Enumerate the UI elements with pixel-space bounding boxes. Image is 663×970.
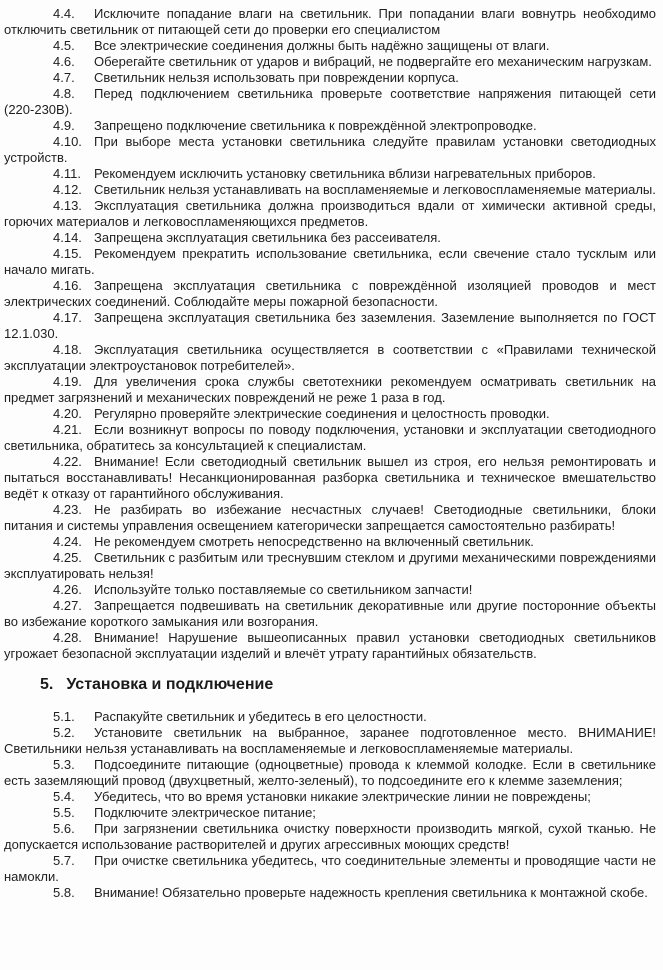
item-number: 4.20. bbox=[53, 406, 82, 421]
item-text: Не разбирать во избежание несчастных случаев! Светодиодные светильники, блоки питания и системы управления освещением категорически запрещается самостоятельно разбирать! bbox=[4, 502, 656, 533]
item-number: 4.5. bbox=[53, 38, 75, 53]
item-text: При выборе места установки светильника следуйте правилам установки светодиодных устройств. bbox=[4, 134, 656, 165]
item-number: 4.19. bbox=[53, 374, 82, 389]
item-4-23 bbox=[4, 502, 656, 534]
item-4-24 bbox=[4, 534, 656, 550]
section-5-installation bbox=[4, 709, 656, 901]
item-number: 4.25. bbox=[53, 550, 82, 565]
item-text: Перед подключением светильника проверьте соответствие напряжения питающей сети (220-230В). bbox=[4, 86, 656, 117]
item-text: Подключите электрическое питание; bbox=[94, 805, 316, 820]
item-number: 4.8. bbox=[53, 86, 75, 101]
item-text: Оберегайте светильник от ударов и вибраций, не подвергайте его механическим нагрузкам. bbox=[94, 54, 652, 69]
item-4-12 bbox=[4, 182, 656, 198]
item-5-8 bbox=[4, 885, 656, 901]
item-text: Подсоедините питающие (одноцветные) провода к клеммой колодке. Если в светильнике есть заземляющий провод (двухцветный, желто-зеленый), то подсоедините его к клемме заземления; bbox=[4, 757, 656, 788]
item-text: Рекомендуем прекратить использование светильника, если свечение стало тусклым или начало мигать. bbox=[4, 246, 656, 277]
item-number: 4.15. bbox=[53, 246, 82, 261]
item-number: 4.14. bbox=[53, 230, 82, 245]
item-text: Рекомендуем исключить установку светильника вблизи нагревательных приборов. bbox=[94, 166, 596, 181]
item-5-7 bbox=[4, 853, 656, 885]
item-number: 4.21. bbox=[53, 422, 82, 437]
section-5-heading bbox=[4, 675, 656, 694]
item-4-16 bbox=[4, 278, 656, 310]
item-text: Светильник нельзя использовать при повреждении корпуса. bbox=[94, 70, 459, 85]
item-number: 4.4. bbox=[53, 6, 75, 21]
item-text: Запрещается подвешивать на светильник декоративные или другие посторонние объекты во избежание короткого замыкания или возгорания. bbox=[4, 598, 656, 629]
item-4-5 bbox=[4, 38, 656, 54]
item-4-28 bbox=[4, 630, 656, 662]
item-4-6 bbox=[4, 54, 656, 70]
item-number: 5.6. bbox=[53, 821, 75, 836]
item-4-21 bbox=[4, 422, 656, 454]
section-5-number: 5. bbox=[40, 676, 54, 693]
item-number: 4.26. bbox=[53, 582, 82, 597]
item-4-25 bbox=[4, 550, 656, 582]
section-5-title: Установка и подключение bbox=[66, 676, 274, 693]
item-text: Светильник с разбитым или треснувшим стеклом и другими механическими повреждениями эксплуатировать нельзя! bbox=[4, 550, 656, 581]
item-text: Запрещена эксплуатация светильника без заземления. Заземление выполняется по ГОСТ 12.1.030. bbox=[4, 310, 656, 341]
item-number: 4.7. bbox=[53, 70, 75, 85]
item-number: 4.18. bbox=[53, 342, 82, 357]
item-4-22 bbox=[4, 454, 656, 502]
item-number: 4.9. bbox=[53, 118, 75, 133]
item-4-7 bbox=[4, 70, 656, 86]
item-4-4 bbox=[4, 6, 656, 38]
item-5-1 bbox=[4, 709, 656, 725]
item-text: Не рекомендуем смотреть непосредственно на включенный светильник. bbox=[94, 534, 534, 549]
item-text: При загрязнении светильника очистку поверхности производить мягкой, сухой тканью. Не допускается использование растворителей и других агрессивных моющих средств! bbox=[4, 821, 656, 852]
item-number: 5.3. bbox=[53, 757, 75, 772]
item-4-11 bbox=[4, 166, 656, 182]
item-number: 4.27. bbox=[53, 598, 82, 613]
item-text: Внимание! Если светодиодный светильник вышел из строя, его нельзя ремонтировать и пытаться восстанавливать! Несанкционированная разборка светильника и техническое вмешательство ведёт к отказу от гарантийного обслуживания. bbox=[4, 454, 656, 501]
item-4-10 bbox=[4, 134, 656, 166]
item-5-3 bbox=[4, 757, 656, 789]
item-text: Установите светильник на выбранное, заранее подготовленное место. ВНИМАНИЕ! Светильники нельзя устанавливать на воспламеняемые и легковоспламеняемые материалы. bbox=[4, 725, 656, 756]
item-4-26 bbox=[4, 582, 656, 598]
item-4-27 bbox=[4, 598, 656, 630]
item-5-4 bbox=[4, 789, 656, 805]
item-text: Запрещена эксплуатация светильника с повреждённой изоляцией проводов и мест электрических соединений. Соблюдайте меры пожарной безопасности. bbox=[4, 278, 656, 309]
item-number: 4.10. bbox=[53, 134, 82, 149]
item-4-14 bbox=[4, 230, 656, 246]
item-4-15 bbox=[4, 246, 656, 278]
item-text: Эксплуатация светильника осуществляется в соответствии с «Правилами технической эксплуатации электроустановок потребителей». bbox=[4, 342, 656, 373]
item-number: 4.17. bbox=[53, 310, 82, 325]
item-text: Исключите попадание влаги на светильник. При попадании влаги вовнутрь необходимо отключить светильник от питающей сети до проверки его специалистом bbox=[4, 6, 656, 37]
item-4-19 bbox=[4, 374, 656, 406]
item-text: Все электрические соединения должны быть надёжно защищены от влаги. bbox=[94, 38, 550, 53]
section-4-safety-rules bbox=[4, 6, 656, 662]
item-text: Запрещена эксплуатация светильника без рассеивателя. bbox=[94, 230, 441, 245]
item-text: Для увеличения срока службы светотехники рекомендуем осматривать светильник на предмет загрязнений и механических повреждений не реже 1 раза в год. bbox=[4, 374, 656, 405]
item-text: Внимание! Нарушение вышеописанных правил установки светодиодных светильников угрожает безопасной эксплуатации изделий и влечёт утрату гарантийных обязательств. bbox=[4, 630, 656, 661]
item-4-17 bbox=[4, 310, 656, 342]
item-text: Убедитесь, что во время установки никакие электрические линии не повреждены; bbox=[94, 789, 591, 804]
item-text: Распакуйте светильник и убедитесь в его целостности. bbox=[94, 709, 427, 724]
item-text: Используйте только поставляемые со светильником запчасти! bbox=[94, 582, 473, 597]
item-text: Эксплуатация светильника должна производиться вдали от химически активной среды, горючих материалов и легковоспламеняющихся предметов. bbox=[4, 198, 656, 229]
item-number: 5.1. bbox=[53, 709, 75, 724]
item-number: 4.23. bbox=[53, 502, 82, 517]
item-4-18 bbox=[4, 342, 656, 374]
item-number: 5.2. bbox=[53, 725, 75, 740]
item-text: При очистке светильника убедитесь, что соединительные элементы и проводящие части не намокли. bbox=[4, 853, 656, 884]
item-text: Запрещено подключение светильника к повреждённой электропроводке. bbox=[94, 118, 537, 133]
item-number: 4.24. bbox=[53, 534, 82, 549]
item-number: 5.7. bbox=[53, 853, 75, 868]
item-text: Регулярно проверяйте электрические соединения и целостность проводки. bbox=[94, 406, 550, 421]
item-text: Светильник нельзя устанавливать на воспламеняемые и легковоспламеняемые материалы. bbox=[94, 182, 656, 197]
item-number: 4.22. bbox=[53, 454, 82, 469]
item-4-20 bbox=[4, 406, 656, 422]
item-text: Если возникнут вопросы по поводу подключения, установки и эксплуатации светодиодного светильника, обратитесь за консультацией к специалистам. bbox=[4, 422, 656, 453]
item-number: 4.12. bbox=[53, 182, 82, 197]
item-4-8 bbox=[4, 86, 656, 118]
item-4-9 bbox=[4, 118, 656, 134]
item-number: 4.16. bbox=[53, 278, 82, 293]
item-number: 4.6. bbox=[53, 54, 75, 69]
item-number: 4.28. bbox=[53, 630, 82, 645]
item-number: 5.8. bbox=[53, 885, 75, 900]
item-number: 4.11. bbox=[53, 166, 81, 181]
item-5-5 bbox=[4, 805, 656, 821]
item-5-6 bbox=[4, 821, 656, 853]
item-4-13 bbox=[4, 198, 656, 230]
item-number: 5.5. bbox=[53, 805, 75, 820]
item-5-2 bbox=[4, 725, 656, 757]
item-text: Внимание! Обязательно проверьте надежность крепления светильника к монтажной скобе. bbox=[94, 885, 648, 900]
item-number: 5.4. bbox=[53, 789, 75, 804]
item-number: 4.13. bbox=[53, 198, 82, 213]
